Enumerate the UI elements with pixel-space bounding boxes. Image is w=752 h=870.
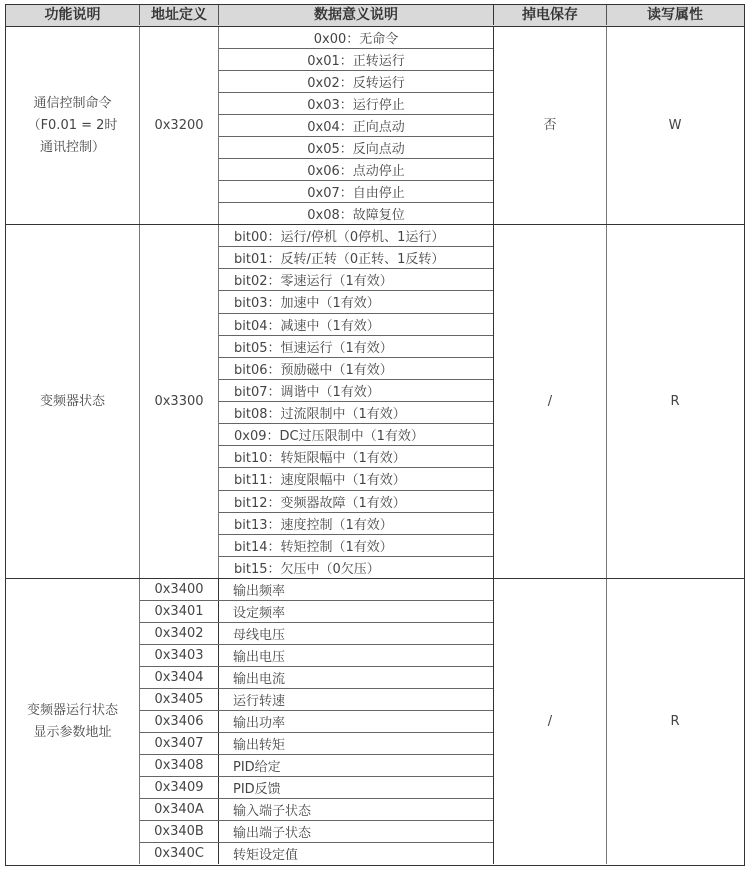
table-row (140, 623, 493, 645)
address-cell: 0x340A (140, 799, 219, 820)
address-cell: 0x3407 (140, 733, 219, 754)
value-list (219, 225, 494, 578)
header-data-meaning: 数据意义说明 (219, 5, 494, 25)
function-line: 变频器状态 (39, 393, 105, 409)
table-row (140, 711, 493, 733)
function-line: （F0.01 = 2时 (27, 117, 118, 133)
table-row: bit03：加速中（1有效） (219, 291, 493, 313)
table-row: 0x00：无命令 (219, 27, 493, 49)
table-row: bit00：运行/停机（0停机、1运行） (219, 225, 493, 247)
desc-cell: PID反馈 (233, 782, 281, 797)
table-row (140, 601, 493, 623)
desc-cell: 母线电压 (233, 628, 286, 643)
function-line: 变频器运行状态 (26, 702, 118, 718)
table-row: bit15：欠压中（0欠压） (234, 561, 380, 577)
table-row: 0x03：运行停止 (219, 93, 493, 115)
table-row: bit05：恒速运行（1有效） (219, 336, 493, 358)
table-row: bit04：减速中（1有效） (219, 314, 493, 336)
address-cell: 0x340B (140, 821, 219, 842)
address-cell: 0x3406 (140, 711, 219, 732)
table-row (140, 645, 493, 667)
table-row (140, 667, 493, 689)
table-row: 0x07：自由停止 (219, 181, 493, 203)
group-inverter-status (6, 225, 744, 579)
header-rw: 读写属性 (647, 7, 703, 23)
desc-cell: 转矩设定值 (233, 848, 299, 863)
address-cell: 0x3408 (140, 755, 219, 776)
address-cell: 0x3300 (140, 225, 219, 578)
power-save-cell: / (494, 225, 607, 578)
header-power-save: 掉电保存 (494, 5, 607, 25)
group-running-params (6, 579, 744, 864)
table-row: bit08：过流限制中（1有效） (219, 402, 493, 424)
address-cell: 0x3400 (140, 579, 219, 600)
table-row (140, 843, 493, 864)
desc-cell: 设定频率 (233, 606, 286, 621)
desc-cell: 输出电流 (233, 672, 286, 687)
table-row: bit07：调谐中（1有效） (219, 380, 493, 402)
table-row: bit11：速度限幅中（1有效） (219, 468, 493, 490)
desc-cell: 输出功率 (233, 716, 286, 731)
rw-cell: W (668, 117, 682, 133)
function-line: 通信控制命令 (33, 95, 112, 111)
table-row (140, 579, 493, 601)
table-row: 0x08：故障复位 (307, 208, 405, 223)
table-row: bit12：变频器故障（1有效） (219, 491, 493, 513)
address-cell: 0x3404 (140, 667, 219, 688)
table-row: bit02：零速运行（1有效） (219, 269, 493, 291)
table-row (140, 821, 493, 843)
table-header (6, 5, 744, 27)
table-row: 0x01：正转运行 (219, 49, 493, 71)
function-cell (6, 225, 140, 578)
table-row: bit10：转矩限幅中（1有效） (219, 446, 493, 468)
table-row: bit06：预励磁中（1有效） (219, 358, 493, 380)
param-list (140, 579, 494, 864)
table-row: 0x05：反向点动 (219, 137, 493, 159)
address-cell: 0x3200 (140, 27, 219, 224)
address-cell: 0x3409 (140, 777, 219, 798)
desc-cell: 输出转矩 (233, 738, 286, 753)
header-function: 功能说明 (6, 5, 140, 25)
table-row (140, 777, 493, 799)
address-cell: 0x3405 (140, 689, 219, 710)
address-cell: 0x340C (140, 843, 219, 864)
desc-cell: 输出端子状态 (233, 826, 312, 841)
desc-cell: 输出频率 (233, 584, 286, 599)
table-row (140, 755, 493, 777)
address-cell: 0x3401 (140, 601, 219, 622)
table-row (140, 689, 493, 711)
power-save-cell: 否 (494, 27, 607, 224)
desc-cell: PID给定 (233, 760, 281, 775)
table-row: bit01：反转/正转（0正转、1反转） (219, 247, 493, 269)
table-row: 0x09：DC过压限制中（1有效） (219, 424, 493, 446)
address-cell: 0x3402 (140, 623, 219, 644)
table-row: bit13：速度控制（1有效） (219, 513, 493, 535)
table-row: 0x02：反转运行 (219, 71, 493, 93)
group-comm-control (6, 27, 744, 225)
desc-cell: 输入端子状态 (233, 804, 312, 819)
value-list (219, 27, 494, 224)
table-row: 0x04：正向点动 (219, 115, 493, 137)
table-row: bit14：转矩控制（1有效） (219, 535, 493, 557)
desc-cell: 运行转速 (233, 694, 286, 709)
function-line: 显示参数地址 (33, 724, 112, 740)
header-address: 地址定义 (140, 5, 219, 25)
table-row (140, 799, 493, 821)
table-row (140, 733, 493, 755)
table-row: 0x06：点动停止 (219, 159, 493, 181)
rw-cell: R (670, 393, 680, 409)
power-save-cell: / (494, 579, 607, 864)
register-table (5, 4, 745, 866)
rw-cell: R (670, 713, 680, 729)
address-cell: 0x3403 (140, 645, 219, 666)
desc-cell: 输出电压 (233, 650, 286, 665)
function-cell (6, 579, 140, 864)
function-cell (6, 27, 140, 224)
function-line: 通讯控制） (39, 139, 105, 155)
